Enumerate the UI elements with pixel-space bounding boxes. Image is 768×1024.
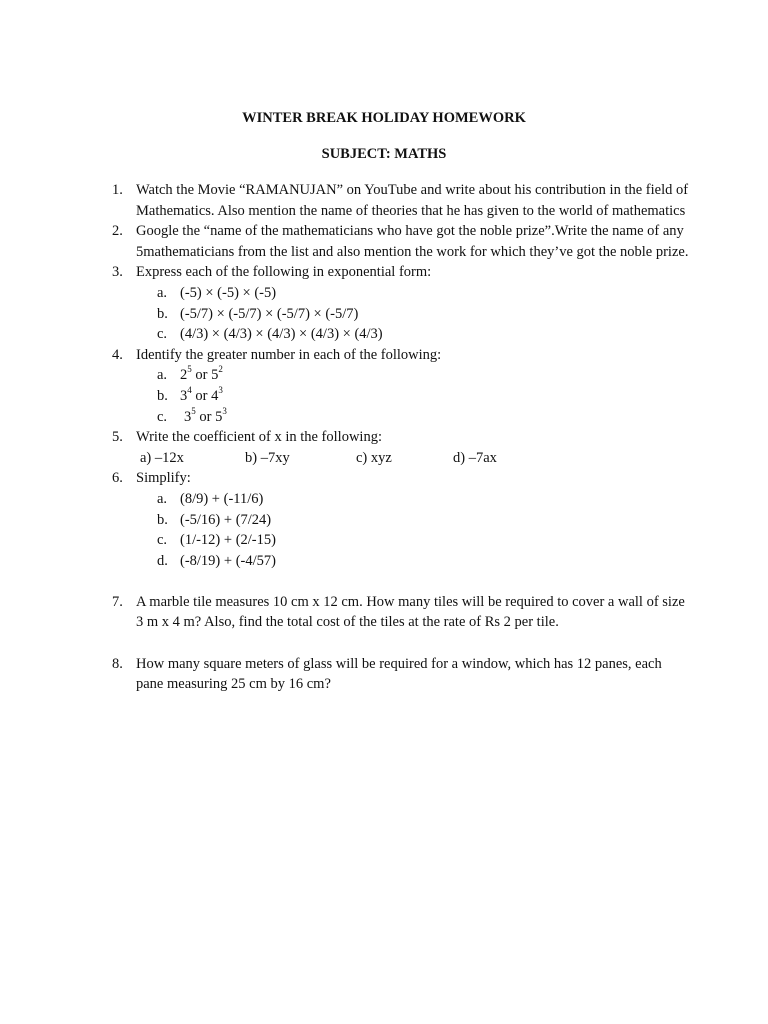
exponent: 2: [218, 364, 223, 375]
sub-item: [112, 551, 692, 572]
question-number: 3.: [112, 264, 123, 281]
question-8: [112, 654, 692, 695]
question-text: Google the “name of the mathematicians who have got the noble prize”.Write the name of any 5mathematicians from the list and also mention the work for which they’ve got the noble prize.: [136, 223, 689, 260]
question-3: [112, 262, 692, 283]
power-expression: [180, 386, 223, 407]
sub-item: [112, 304, 692, 325]
option-d: d) –7ax: [453, 449, 497, 466]
sub-item-letter: d.: [157, 552, 168, 569]
sub-item: [112, 386, 692, 407]
question-5: [112, 427, 692, 448]
question-number: 4.: [112, 346, 123, 363]
or-word: or: [195, 367, 208, 384]
base: 3: [184, 408, 192, 425]
question-6: [112, 468, 692, 489]
question-text: How many square meters of glass will be required for a window, which has 12 panes, each pane measuring 25 cm by 16 cm?: [136, 655, 662, 693]
option-c: c) xyz: [356, 449, 392, 466]
page-title: WINTER BREAK HOLIDAY HOMEWORK: [242, 110, 526, 126]
sub-item: [112, 324, 692, 345]
coefficient-options: [112, 448, 692, 469]
spacer: [112, 571, 692, 592]
question-number: 5.: [112, 429, 123, 446]
question-text: Identify the greater number in each of the following:: [136, 346, 442, 363]
exponent: 3: [222, 405, 227, 416]
sub-item-letter: a.: [157, 367, 168, 384]
or-word: or: [195, 387, 208, 404]
question-number: 8.: [112, 655, 123, 672]
sub-item: [112, 510, 692, 531]
subject-heading: SUBJECT: MATHS: [321, 146, 447, 162]
question-text: A marble tile measures 10 cm x 12 cm. How many tiles will be required to cover a wall of size 3 m x 4 m? Also, find the total cost of the tiles at the rate of Rs 2 per tile.: [136, 593, 685, 631]
sub-item-letter: b.: [157, 511, 168, 528]
sub-item: [112, 530, 692, 551]
question-text: Watch the Movie “RAMANUJAN” on YouTube and write about his contribution in the field of Mathematics. Also mention the name of theories that he has given to the world of mathematics: [136, 182, 689, 219]
sub-item-text: (4/3) × (4/3) × (4/3) × (4/3) × (4/3): [180, 326, 383, 343]
sub-item-letter: a.: [157, 490, 168, 507]
base: 5: [211, 367, 219, 384]
power-expression: [180, 365, 223, 386]
exponent: 3: [218, 384, 223, 395]
sub-item-text: (-5) × (-5) × (-5): [180, 284, 277, 301]
power-expression: [180, 407, 227, 428]
question-text: Simplify:: [136, 470, 191, 487]
sub-item-text: (-8/19) + (-4/57): [180, 552, 276, 569]
exponent: 5: [187, 364, 192, 375]
question-number: 2.: [112, 223, 123, 240]
question-number: 6.: [112, 470, 123, 487]
question-4: [112, 345, 692, 366]
sub-item-letter: b.: [157, 387, 168, 404]
option-b: b) –7xy: [245, 449, 290, 466]
or-word: or: [199, 408, 212, 425]
sub-item-text: (-5/7) × (-5/7) × (-5/7) × (-5/7): [180, 305, 359, 322]
question-text: Write the coefficient of x in the following:: [136, 429, 382, 446]
sub-item-text: (1/-12) + (2/-15): [180, 532, 276, 549]
sub-item-letter: c.: [157, 532, 168, 549]
question-2: [112, 221, 692, 262]
question-list: [112, 180, 692, 695]
sub-item-text: (8/9) + (-11/6): [180, 490, 264, 507]
exponent: 4: [187, 384, 192, 395]
option-a: a) –12x: [140, 449, 184, 466]
question-text: Express each of the following in exponential form:: [136, 264, 432, 281]
sub-item-letter: b.: [157, 305, 168, 322]
sub-item: [112, 489, 692, 510]
sub-item: [112, 283, 692, 304]
question-1: [112, 180, 692, 221]
base: 2: [180, 367, 188, 384]
sub-item: [112, 407, 692, 428]
question-7: [112, 592, 692, 633]
question-number: 1.: [112, 182, 123, 198]
sub-item-letter: c.: [157, 408, 168, 425]
base: 3: [180, 387, 188, 404]
spacer: [112, 633, 692, 654]
sub-item-text: (-5/16) + (7/24): [180, 511, 272, 528]
sub-item: [112, 365, 692, 386]
question-number: 7.: [112, 593, 123, 610]
sub-item-letter: a.: [157, 284, 168, 301]
base: 5: [215, 408, 223, 425]
sub-item-letter: c.: [157, 326, 168, 343]
base: 4: [211, 387, 219, 404]
exponent: 5: [191, 405, 196, 416]
